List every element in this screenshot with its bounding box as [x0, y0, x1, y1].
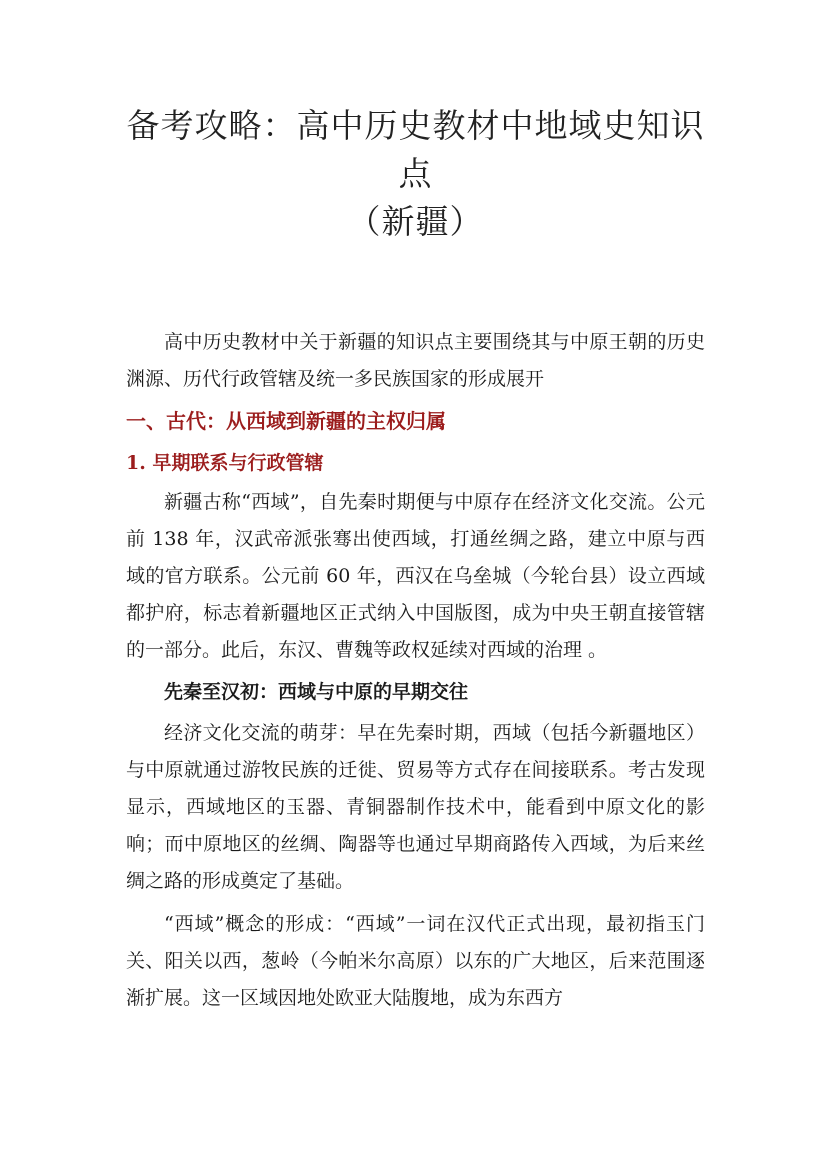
title-line-2: （新疆）	[347, 202, 484, 241]
title-line-1: 备考攻略：高中历史教材中地域史知识点	[126, 106, 705, 193]
body-paragraph-2: 经济文化交流的萌芽：早在先秦时期，西域（包括今新疆地区）与中原就通过游牧民族的迁徙、贸易等方式存在间接联系。考古发现显示，西域地区的玉器、青铜器制作技术中，能看到中原文化的影响；而中原地区的丝绸、陶器等也通过早期商路传入西域，为后来丝绸之路的形成奠定了基础。	[126, 722, 705, 892]
section-heading: 一、古代：从西域到新疆的主权归属	[126, 409, 446, 433]
intro-paragraph: 高中历史教材中关于新疆的知识点主要围绕其与中原王朝的历史渊源、历代行政管辖及统一多民族国家的形成展开	[126, 331, 705, 390]
bold-subheading: 先秦至汉初：西域与中原的早期交往	[164, 681, 469, 703]
body-paragraph-3: “西域”概念的形成：“西域”一词在汉代正式出现，最初指玉门关、阳关以西，葱岭（今帕米尔高原）以东的广大地区，后来范围逐渐扩展。这一区域因地处欧亚大陆腹地，成为东西方	[126, 913, 705, 1009]
document-title	[126, 102, 705, 246]
subsection-heading: 1. 早期联系与行政管辖	[126, 452, 324, 474]
body-paragraph-1: 新疆古称“西域”，自先秦时期便与中原存在经济文化交流。公元前 138 年，汉武帝派张骞出使西域，打通丝绸之路，建立中原与西域的官方联系。公元前 60 年，西汉在乌垒城（今轮台县）设立西域都护府，标志着新疆地区正式纳入中国版图，成为中央王朝直接管辖的一部分。此后，东汉、曹魏等政权延续对西域的治理 。	[126, 491, 705, 661]
